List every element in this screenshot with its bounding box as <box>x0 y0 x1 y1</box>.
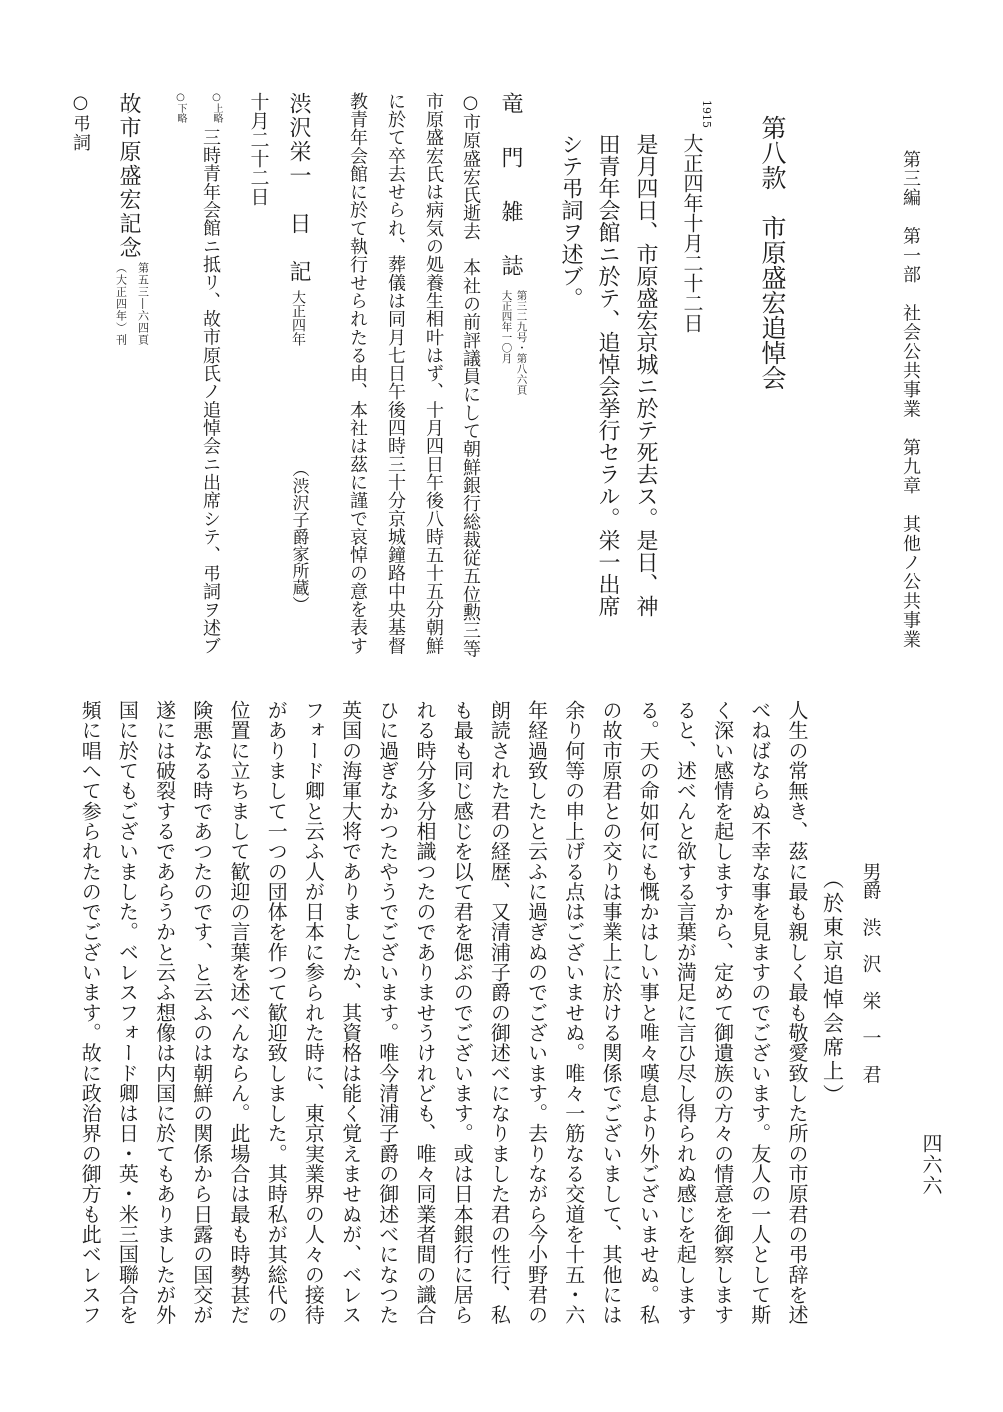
speech-speaker: 男爵 渋 沢 栄 一 君 <box>859 862 882 1083</box>
speech-line: れる時分多分相識つたのでありませうけれども、唯々同業者間の識合 <box>413 700 437 1325</box>
speech-line: も最も同じ感じを以て君を偲ぶのでございます。或は日本銀行に居ら <box>450 700 475 1325</box>
speech-line: 遂には破裂するであらうかと云ふ想像は内国に於てもありましたが外 <box>152 700 177 1325</box>
speech-venue: （於東京追悼会席上） <box>820 868 845 1108</box>
speech-line: べねばならぬ不幸な事を見ますのでございます。友人の一人として斯 <box>747 700 772 1325</box>
summary-line: 是月四日、市原盛宏京城ニ於テ死去ス。是日、神 <box>633 133 658 617</box>
eulogy-subheading: ○弔詞 <box>70 92 91 152</box>
speech-line: 険悪なる時であつたのです、と云ふのは朝鮮の関係から日露の国交が <box>189 700 214 1325</box>
speech-line: 朗読された君の経歴、又清浦子爵の御述べになりました君の性行、私 <box>487 700 512 1325</box>
speech-line: 位置に立ちまして歓迎の言葉を述べんならん。此場合は最も時勢甚だ <box>227 700 251 1325</box>
speech-line: る。天の命如何にも慨かはしい事と唯々嘆息より外ございませぬ。私 <box>636 700 661 1325</box>
entry-date: 大正四年十月二十二日 <box>680 133 704 333</box>
source-citation: 大正四年一〇月 <box>500 290 513 364</box>
speech-line: がありまして一つの団体を作つて歓迎致しました。其時私が其総代の <box>264 700 289 1325</box>
speech-line: 人生の常無き、茲に最も親しく最も敬愛致した所の市原君の弔辞を述 <box>785 700 809 1325</box>
summary-line: 田青年会館ニ於テ、追悼会挙行セラル。栄一出席 <box>595 133 620 617</box>
speech-line: 年経過致したと云ふに過ぎぬのでございます。去りながら今小野君の <box>524 700 549 1325</box>
source-citation: 第三二九号・第八六頁 <box>515 290 528 395</box>
source-body-line: 市原盛宏氏は病気の処養生相叶はず、十月四日午後八時五十五分朝鮮 <box>423 92 444 655</box>
speech-line: の故市原君との交りは事業上に於ける関係でございまして、其他には <box>599 700 623 1325</box>
source-title-diary: 渋沢栄一 日 記 <box>286 92 311 284</box>
page-number: 四六六 <box>919 1133 943 1196</box>
diary-date: 十月二十二日 <box>247 92 270 206</box>
source-body-line: 教青年会館に於て執行せられたる由、本社は茲に謹で哀悼の意を表す <box>347 92 368 655</box>
source-body-line: ○市原盛宏氏逝去 本社の前評議員にして朝鮮銀行総裁従五位勲三等 <box>460 92 481 658</box>
diary-year: 大正四年 <box>290 290 306 346</box>
speech-line: く深い感情を起しますから、定めて御遺族の方々の情意を御察します <box>710 700 735 1325</box>
source-title-ryumon: 竜 門 雑 誌 <box>498 92 523 281</box>
source-citation: （大正四年）刊 <box>114 262 128 346</box>
diary-body: 三時青年会館ニ抵リ、故市原氏ノ追悼会ニ出席シテ、弔詞ヲ述ブ <box>200 128 221 655</box>
diary-holder: （渋沢子爵家所蔵） <box>288 460 309 613</box>
source-body-line: に於て卒去せられ、葬儀は同月七日午後四時三十分京城鐘路中央基督 <box>385 92 406 655</box>
speech-line: ひに過ぎなかつたやうでございます。唯今清浦子爵の御述べになつた <box>375 700 400 1325</box>
omission-note: ○上略 <box>211 92 222 123</box>
source-title-memorial: 故市原盛宏記念 <box>116 92 141 260</box>
summary-line: シテ弔詞ヲ述ブ。 <box>558 133 583 309</box>
section-heading: 第八款 市原盛宏追悼会 <box>758 115 787 390</box>
source-citation: 第五三―六四頁 <box>136 262 150 346</box>
speech-line: フォード卿と云ふ人が日本に参られた時に、東京実業界の人々の接待 <box>301 700 326 1325</box>
western-year: 1915 <box>700 100 713 128</box>
omission-note: ○下略 <box>175 92 186 123</box>
speech-line: 余り何等の申上げる点はございませぬ。唯々一筋なる交道を十五・六 <box>561 700 586 1325</box>
speech-line: 英国の海軍大将でありましたか、其資格は能く覚えませぬが、ベレス <box>338 700 363 1325</box>
running-header: 第三編 第一部 社会公共事業 第九章 其他ノ公共事業 <box>900 150 921 650</box>
speech-line: 国に於てもございました。ベレスフォード卿は日・英・米三国聯合を <box>115 700 140 1325</box>
speech-line: ると、述べんと欲する言葉が満足に言ひ尽し得られぬ感じを起します <box>673 700 698 1325</box>
speech-line: 頻に唱へて参られたのでございます。故に政治界の御方も此ベレスフ <box>78 700 103 1325</box>
